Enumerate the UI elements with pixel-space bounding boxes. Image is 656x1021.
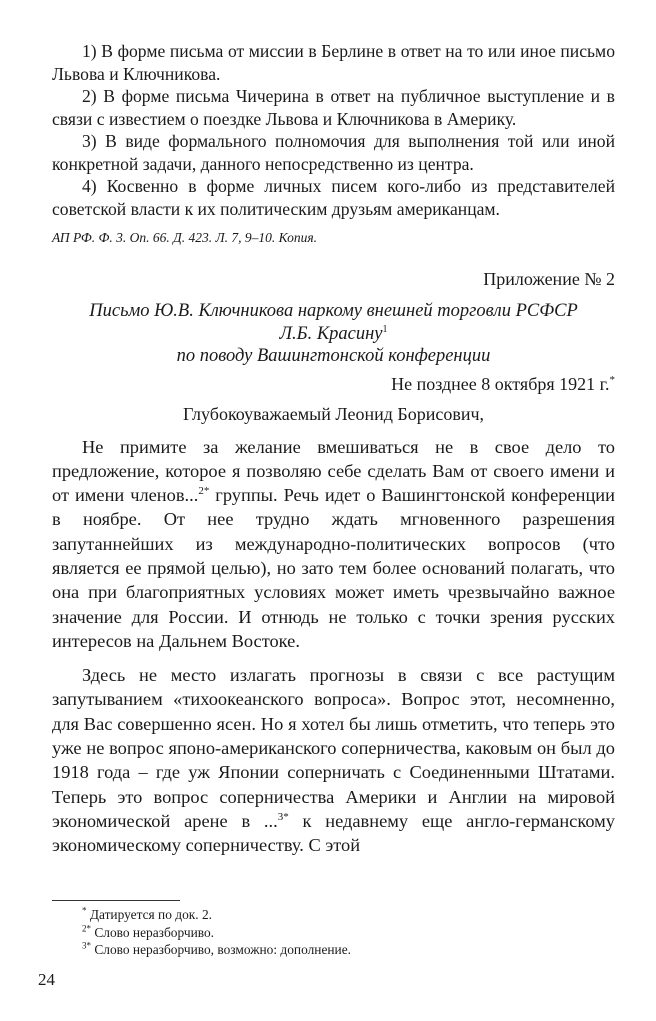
document-date xyxy=(52,373,615,395)
appendix-label: Приложение № 2 xyxy=(483,269,615,289)
document-title-line-3: по поводу Вашингтонской конференции xyxy=(176,346,491,366)
footnote-marker: 2* xyxy=(198,484,210,497)
body-paragraph-2 xyxy=(52,663,615,857)
footnote-marker: 3* xyxy=(82,940,91,951)
body-paragraph-1-part-2: группы. Речь идет о Вашингтонской конференции в ноябре. От нее трудно ждать мгновенного разрешения запутаннейших из международно-политических вопросов (что является ее прямой целью), но зато тем более оснований полагать, что она при благоприятных условиях может иметь чрезвычайно важное значение для России. И отнюдь не только с точки зрения русских интересов на Дальнем Востоке. xyxy=(52,485,615,651)
footnote-marker: * xyxy=(609,373,615,386)
footnote-text: Датируется по док. 2. xyxy=(86,907,213,922)
footnote-marker: * xyxy=(82,905,87,916)
document-date-text: Не позднее 8 октября 1921 г. xyxy=(391,373,610,394)
body-paragraph-2-part-2: к недавнему еще англо-германскому экономическому соперничеству. С этой xyxy=(52,810,616,856)
document-title-line-1: Письмо Ю.В. Ключникова наркому внешней торговли РСФСР xyxy=(89,301,578,321)
list-item-2: 2) В форме письма Чичерина в ответ на публичное выступление и в связи с известием о поездке Львова и Ключникова в Америку. xyxy=(52,86,615,129)
page-number: 24 xyxy=(38,970,55,989)
list-item-1: 1) В форме письма от миссии в Берлине в ответ на то или иное письмо Львова и Ключникова. xyxy=(52,41,615,84)
footnote-2 xyxy=(82,924,602,942)
body-paragraph-1-part-1: Не примите за желание вмешиваться не в свое дело то предложение, которое я позволяю себе сделать Вам от своего имени и от имени членов... xyxy=(52,436,615,506)
footnote-text: Слово неразборчиво. xyxy=(91,924,215,940)
footnote-1 xyxy=(82,906,602,924)
footnote-marker: 3* xyxy=(277,810,289,823)
body-paragraph-1 xyxy=(52,435,615,654)
list-item-3: 3) В виде формального полномочия для выполнения той или иной конкретной задачи, данного непосредственно из центра. xyxy=(52,131,615,174)
archive-source-note: АП РФ. Ф. 3. Оп. 66. Д. 423. Л. 7, 9–10. Копия. xyxy=(52,230,317,245)
body-paragraph-2-part-1: Здесь не место излагать прогнозы в связи с все растущим запутыванием «тихоокеанского вопроса». Вопрос этот, несомненно, для Вас совершенно ясен. Но я хотел бы лишь отметить, что теперь это уже не вопрос японо-американского соперничества, каковым он был до 1918 года – где уж Японии соперничать с Соединенными Штатами. Теперь это вопрос соперничества Америки и Англии на мировой экономической арене в ... xyxy=(52,665,615,831)
footnote-marker: 2* xyxy=(82,923,91,934)
footnote-text: Слово неразборчиво, возможно: дополнение. xyxy=(91,942,352,957)
footnote-marker: 1 xyxy=(382,323,388,335)
document-title-addressee: Л.Б. Красину xyxy=(279,323,383,344)
page-content xyxy=(52,40,615,858)
footnote-divider xyxy=(52,900,180,901)
document-title-line-2 xyxy=(52,323,615,346)
footnote-3 xyxy=(82,941,602,959)
footnotes xyxy=(82,906,602,959)
salutation: Глубокоуважаемый Леонид Борисович, xyxy=(182,403,485,424)
list-item-4: 4) Косвенно в форме личных писем кого-либо из представителей советской власти к их политическим друзьям американцам. xyxy=(52,176,615,219)
document-title xyxy=(52,300,615,368)
